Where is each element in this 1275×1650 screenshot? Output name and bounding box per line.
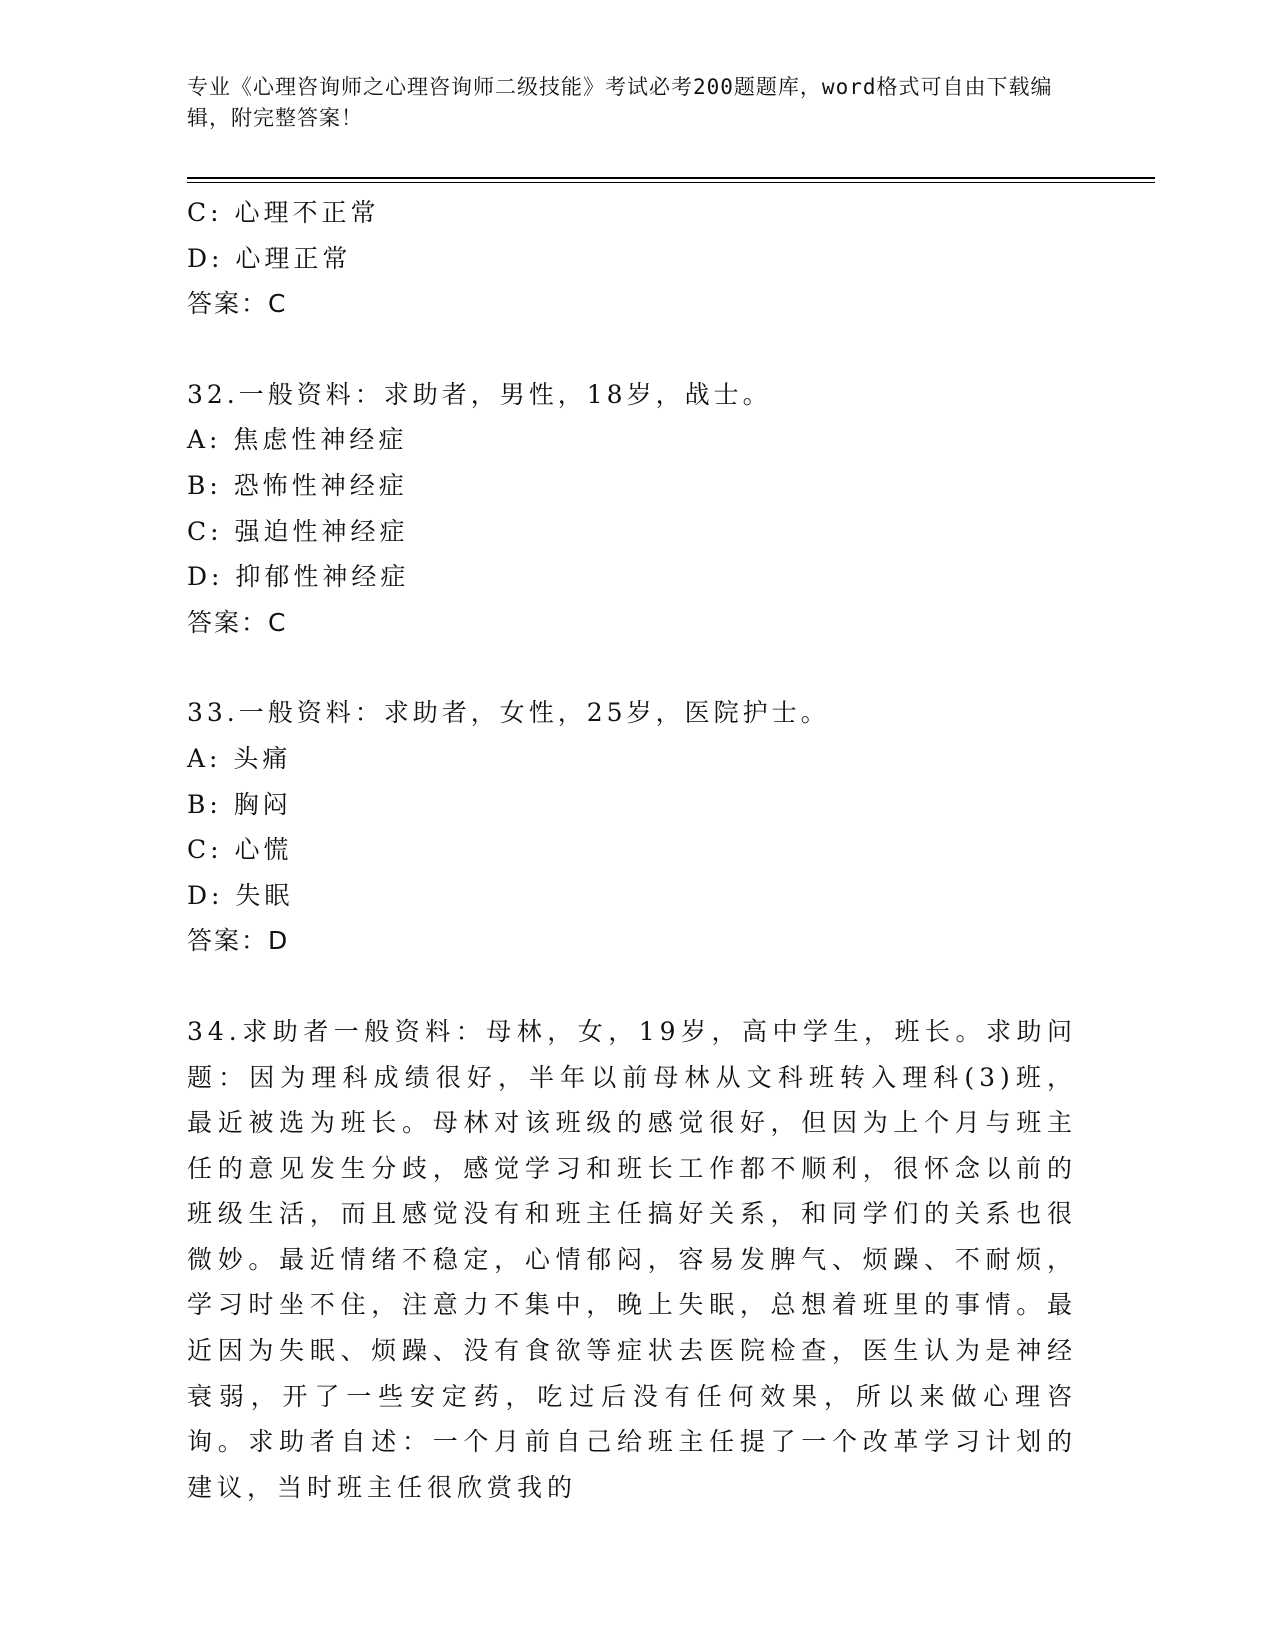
q32-stem: 32.一般资料：求助者，男性，18岁，战士。	[187, 379, 772, 409]
q32-option-b: B: 恐怖性神经症	[187, 470, 408, 500]
spacer	[187, 327, 1077, 372]
q33-option-a: A: 头痛	[187, 743, 292, 773]
q32-option-c: C: 强迫性神经症	[187, 516, 409, 546]
q32-option-a: A: 焦虑性神经症	[187, 425, 408, 455]
q33-option-b: B: 胸闷	[187, 789, 292, 819]
q33-answer: 答案：D	[187, 926, 290, 956]
question-content	[187, 190, 1077, 1510]
q32-answer: 答案：C	[187, 607, 288, 637]
q33-stem: 33.一般资料：求助者，女性，25岁，医院护士。	[187, 698, 830, 728]
q33-option-d: D: 失眠	[187, 880, 294, 910]
q31-option-d: D: 心理正常	[187, 243, 352, 273]
spacer	[187, 964, 1077, 1009]
q31-option-c: C: 心理不正常	[187, 198, 380, 227]
document-header: 专业《心理咨询师之心理咨询师二级技能》考试必考200题题库，word格式可自由下载编辑，附完整答案！	[187, 75, 1053, 130]
header-rule-thin	[187, 182, 1155, 183]
header-rule-thick	[187, 177, 1155, 179]
spacer	[187, 645, 1077, 690]
q32-option-d: D: 抑郁性神经症	[187, 562, 410, 592]
q33-option-c: C: 心慌	[187, 835, 293, 865]
q31-answer: 答案：C	[187, 289, 288, 319]
q34-stem: 34.求助者一般资料：母林，女，19岁，高中学生，班长。求助问题：因为理科成绩很好，半年以前母林从文科班转入理科(3)班，最近被选为班长。母林对该班级的感觉很好，但因为上个月与班主任的意见发生分歧，感觉学习和班长工作都不顺利，很怀念以前的班级生活，而且感觉没有和班主任搞好关系，和同学们的关系也很微妙。最近情绪不稳定，心情郁闷，容易发脾气、烦躁、不耐烦，学习时坐不住，注意力不集中，晚上失眠，总想着班里的事情。最近因为失眠、烦躁、没有食欲等症状去医院检查，医生认为是神经衰弱，开了一些安定药，吃过后没有任何效果，所以来做心理咨询。求助者自述：一个月前自己给班主任提了一个改革学习计划的建议，当时班主任很欣赏我的	[187, 1016, 1077, 1502]
